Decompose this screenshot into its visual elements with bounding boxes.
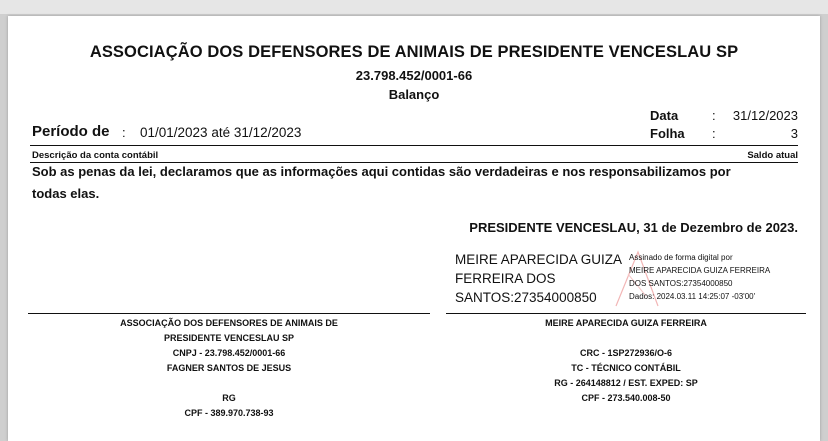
periodo-label: Período de: [32, 123, 110, 140]
sig-right-line-4: TC - TÉCNICO CONTÁBIL: [571, 363, 681, 373]
folha-value: 3: [790, 126, 798, 141]
data-value: 31/12/2023: [732, 108, 798, 123]
sig-left-line-7: CPF - 389.970.738-93: [184, 408, 274, 418]
signature-line-right: [446, 313, 806, 314]
sig-left-line-2: PRESIDENTE VENCESLAU SP: [163, 333, 295, 343]
document-page: [8, 16, 820, 441]
sig-right-line-3: CRC - 1SP272936/O-6: [579, 348, 673, 358]
signature-line-left: [28, 313, 430, 314]
sig-left-line-6: RG: [222, 393, 236, 403]
sig-right-line-6: CPF - 273.540.008-50: [581, 393, 671, 403]
column-header-balance: Saldo atual: [747, 150, 798, 161]
place-and-date: PRESIDENTE VENCESLAU, 31 de Dezembro de 2023.: [469, 220, 798, 235]
data-label: Data: [650, 108, 679, 123]
periodo-colon: :: [122, 125, 126, 140]
declaration-line-1: Sob as penas da lei, declaramos que as informações aqui contidas são verdadeiras e nos responsabilizamos por: [32, 164, 731, 179]
folha-label: Folha: [650, 126, 685, 141]
folha-colon: :: [712, 126, 716, 141]
digital-stamp-line-4: Dados: 2024.03.11 14:25:07 -03'00': [629, 292, 756, 301]
signer-name-line-1: MEIRE APARECIDA GUIZA: [455, 252, 623, 267]
header-divider: [30, 145, 798, 146]
organization-name: ASSOCIAÇÃO DOS DEFENSORES DE ANIMAIS DE PRESIDENTE VENCESLAU SP: [89, 43, 739, 61]
periodo-value: 01/01/2023 até 31/12/2023: [140, 125, 302, 140]
viewer-top-bar: [0, 0, 828, 14]
signer-name-line-2: FERREIRA DOS: [455, 271, 556, 286]
sig-left-line-3: CNPJ - 23.798.452/0001-66: [172, 348, 286, 358]
column-divider: [30, 162, 798, 163]
declaration-line-2: todas elas.: [32, 186, 100, 201]
data-colon: :: [712, 108, 716, 123]
sig-right-line-5: RG - 264148812 / EST. EXPED: SP: [554, 378, 698, 388]
sig-right-line-1: MEIRE APARECIDA GUIZA FERREIRA: [545, 318, 707, 328]
report-title: Balanço: [388, 87, 440, 102]
sig-left-line-1: ASSOCIAÇÃO DOS DEFENSORES DE ANIMAIS DE: [120, 318, 338, 328]
signer-name-line-3: SANTOS:27354000850: [455, 290, 597, 305]
sig-left-line-4: FAGNER SANTOS DE JESUS: [166, 363, 292, 373]
column-header-description: Descrição da conta contábil: [32, 150, 159, 161]
digital-stamp-line-3: DOS SANTOS:27354000850: [629, 279, 733, 288]
digital-stamp-line-1: Assinado de forma digital por: [629, 253, 733, 262]
organization-cnpj: 23.798.452/0001-66: [355, 68, 473, 83]
digital-stamp-line-2: MEIRE APARECIDA GUIZA FERREIRA: [629, 266, 771, 275]
